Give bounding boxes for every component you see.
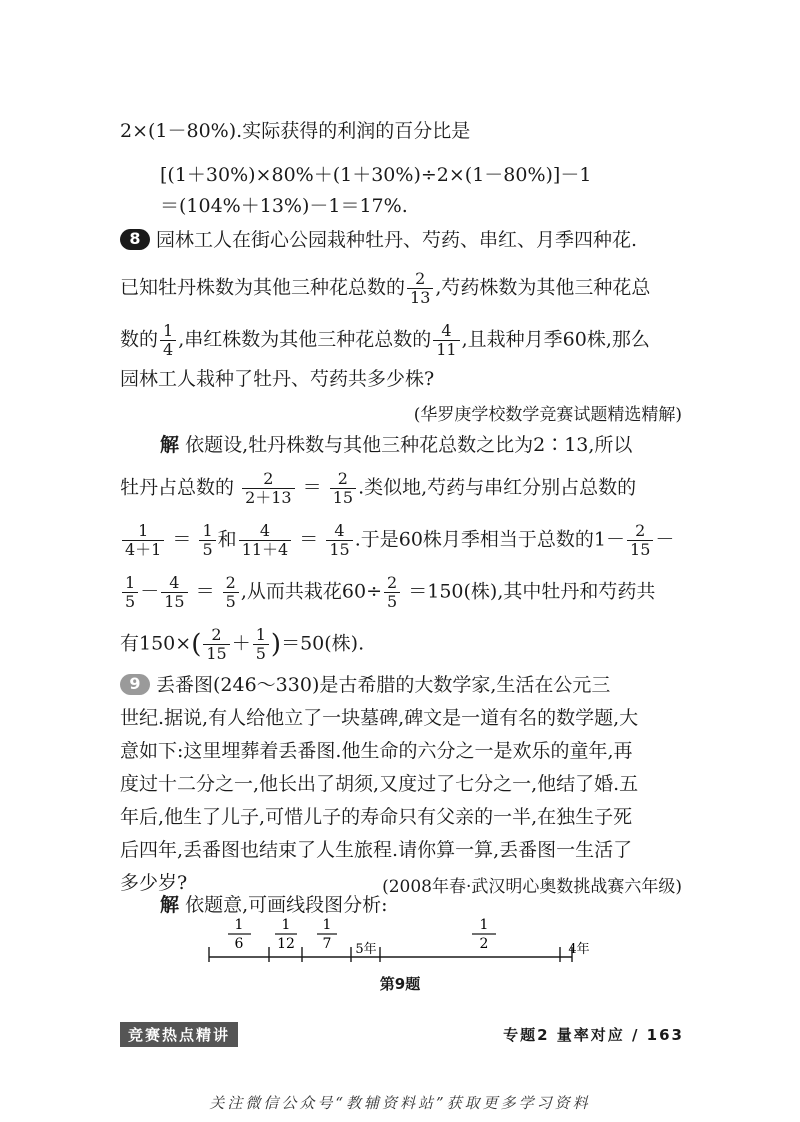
denominator: 13 (407, 288, 433, 307)
text: ＝50(株). (281, 632, 365, 655)
solution-line (120, 626, 364, 663)
problem-9-line: 后四年,丢番图也结束了人生旅程.请你算一算,丢番图一生活了 (120, 839, 633, 861)
fraction (330, 470, 356, 507)
solution-label: 解 (160, 434, 180, 456)
denominator: 15 (627, 540, 653, 559)
segment-label: 5年 (355, 942, 377, 957)
numerator: 2 (337, 469, 348, 488)
segment-numerator: 1 (479, 917, 489, 933)
numerator: 1 (255, 625, 266, 644)
equation-line: [(1＋30%)×80%＋(1＋30%)÷2×(1－80%)]－1 (160, 164, 592, 186)
text-line: 2×(1－80%).实际获得的利润的百分比是 (120, 120, 471, 142)
denominator: 5 (223, 592, 239, 611)
problem-9-line: 世纪.据说,有人给他立了一块墓碑,碑文是一道有名的数学题,大 (120, 707, 639, 729)
fraction (239, 522, 292, 559)
denominator: 11 (433, 340, 459, 359)
numerator: 2 (211, 625, 222, 644)
problem-9-line: 多少岁? (120, 872, 188, 894)
problem-9-line (120, 672, 610, 698)
text: ＝ (299, 528, 319, 551)
text: 园林工人在街心公园栽种牡丹、芍药、串红、月季四种花. (156, 229, 638, 251)
denominator: 5 (122, 592, 138, 611)
fraction (160, 322, 176, 359)
solution-label: 解 (160, 894, 180, 916)
text: .于是60株月季相当于总数的1－ (354, 528, 626, 551)
numerator: 2 (635, 521, 646, 540)
segment-denominator: 2 (479, 936, 489, 952)
numerator: 2 (415, 269, 426, 288)
denominator: 5 (199, 540, 215, 559)
text: ,串红株数为其他三种花总数的 (178, 328, 432, 351)
denominator: 5 (384, 592, 400, 611)
denominator: 15 (203, 644, 229, 663)
watermark-text: 关注微信公众号“教辅资料站”获取更多学习资料 (209, 1094, 591, 1112)
text: 依题设,牡丹株数与其他三种花总数之比为2∶13,所以 (185, 434, 633, 456)
segment-diagram (200, 915, 600, 965)
numerator: 2 (225, 573, 236, 592)
text: ,且栽种月季60株,那么 (461, 328, 650, 351)
problem-number-badge: 8 (120, 229, 150, 250)
fraction (242, 470, 295, 507)
fraction (253, 626, 269, 663)
text: 和 (217, 528, 237, 551)
text: － (140, 580, 160, 603)
fraction (627, 522, 653, 559)
text: 牡丹占总数的 (120, 476, 235, 499)
fraction (122, 522, 164, 559)
denominator: 15 (326, 540, 352, 559)
denominator: 4 (160, 340, 176, 359)
numerator: 2 (387, 573, 398, 592)
denominator: 2＋13 (242, 488, 295, 507)
text: 已知牡丹株数为其他三种花总数的 (120, 276, 406, 299)
paren: ) (270, 629, 282, 660)
text: .类似地,芍药与串红分别占总数的 (358, 476, 637, 499)
fraction (161, 574, 187, 611)
segment-numerator: 1 (234, 917, 244, 933)
source-citation: (华罗庚学校数学竞赛试题精选精解) (413, 405, 682, 425)
source-citation: (2008年春·武汉明心奥数挑战赛六年级) (382, 877, 682, 897)
segment-label: 4年 (568, 942, 590, 957)
text: ＝ (172, 528, 192, 551)
fraction (199, 522, 215, 559)
problem-8-line: 园林工人栽种了牡丹、芍药共多少株? (120, 368, 435, 390)
running-footer: 专题2 量率对应 / 163 (503, 1026, 684, 1044)
numerator: 4 (441, 321, 452, 340)
text: 有150× (120, 632, 192, 655)
text: ,从而共栽花60÷ (240, 580, 382, 603)
text: － (655, 528, 675, 551)
fraction (326, 522, 352, 559)
denominator: 4＋1 (122, 540, 164, 559)
problem-9-line: 意如下:这里埋葬着丢番图.他生命的六分之一是欢乐的童年,再 (120, 740, 633, 762)
text: ,芍药株数为其他三种花总 (435, 276, 651, 299)
fraction (122, 574, 138, 611)
problem-number-badge: 9 (120, 674, 150, 695)
segment-denominator: 7 (322, 936, 332, 952)
figure-caption: 第9题 (379, 975, 421, 993)
text: ＝150(株),其中牡丹和芍药共 (408, 580, 656, 603)
denominator: 5 (253, 644, 269, 663)
section-tag: 竞赛热点精讲 (120, 1022, 238, 1047)
denominator: 15 (330, 488, 356, 507)
segment-denominator: 12 (277, 936, 295, 952)
problem-9-line: 年后,他生了儿子,可惜儿子的寿命只有父亲的一半,在独生子死 (120, 806, 633, 828)
numerator: 2 (263, 469, 274, 488)
solution-line (160, 432, 632, 458)
numerator: 4 (169, 573, 180, 592)
problem-8-line (120, 270, 650, 307)
text: ＝ (195, 580, 215, 603)
numerator: 1 (138, 521, 149, 540)
denominator: 11＋4 (239, 540, 292, 559)
paren: ( (191, 629, 202, 660)
problem-8-line (120, 322, 650, 359)
numerator: 1 (202, 521, 213, 540)
text: 依题意,可画线段图分析: (185, 894, 388, 916)
text: ＋ (231, 632, 251, 655)
text: 数的 (120, 328, 159, 351)
segment-numerator: 1 (322, 917, 332, 933)
text: ＝ (302, 476, 322, 499)
fraction (407, 270, 433, 307)
numerator: 4 (259, 521, 271, 540)
solution-line (120, 522, 674, 559)
problem-9-line: 度过十二分之一,他长出了胡须,又度过了七分之一,他结了婚.五 (120, 773, 639, 795)
problem-8-line (120, 227, 637, 253)
numerator: 1 (125, 573, 136, 592)
fraction (203, 626, 229, 663)
segment-numerator: 1 (281, 917, 291, 933)
text: 丢番图(246～330)是古希腊的大数学家,生活在公元三 (156, 674, 611, 696)
segment-denominator: 6 (234, 936, 244, 952)
solution-line (120, 470, 636, 507)
equation-line: ＝(104%＋13%)－1＝17%. (160, 195, 408, 217)
denominator: 15 (161, 592, 187, 611)
fraction (223, 574, 239, 611)
fraction (384, 574, 400, 611)
fraction (433, 322, 459, 359)
numerator: 4 (334, 521, 345, 540)
solution-line (120, 574, 655, 611)
numerator: 1 (163, 321, 174, 340)
